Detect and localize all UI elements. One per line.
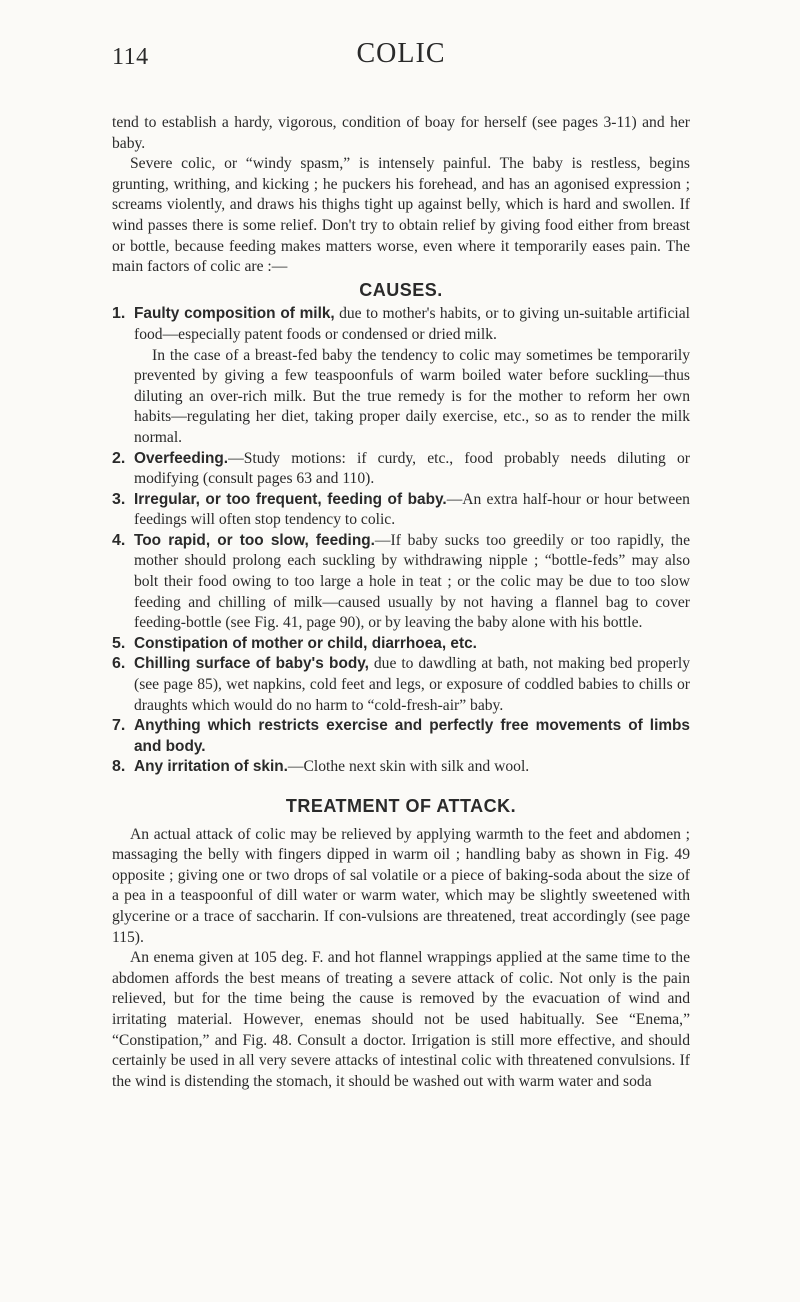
cause-item-1 bbox=[112, 304, 690, 448]
intro-paragraph-1: tend to establish a hardy, vigorous, condition of boay for herself (see pages 3-11) and her baby. bbox=[112, 114, 690, 152]
cause-text: —Clothe next skin with silk and wool. bbox=[287, 758, 530, 776]
page-number: 114 bbox=[112, 44, 149, 70]
cause-lead: Anything which restricts exercise and perfectly free movements of limbs and body. bbox=[134, 717, 690, 755]
cause-text: —Study motions: if curdy, etc., food probably needs diluting or modifying (consult pages 63 and 110). bbox=[134, 449, 690, 488]
cause-number: 2. bbox=[112, 449, 126, 467]
cause-extra: In the case of a breast-fed baby the tendency to colic may sometimes be temporarily prevented by giving a few teaspoonfuls of warm boiled water before suckling—thus diluting an over-rich milk. But the true remedy is for the mother to reform her own habits—regulating her diet, taking proper daily exercise, etc., so as to render the milk normal. bbox=[134, 346, 690, 446]
running-title: COLIC bbox=[356, 38, 446, 69]
treatment-paragraph-2: An enema given at 105 deg. F. and hot flannel wrappings applied at the same time to the abdomen affords the best means of treating a severe attack of colic. Not only is the pain relieved, but for the time being the cause is removed by the evacuation of wind and irritating material. However, enemas should not be used habitually. See “Enema,” “Constipation,” and Fig. 48. Consult a doctor. Irrigation is still more effective, and should certainly be used in all very severe attacks of intestinal colic with threatened convulsions. If the wind is distending the stomach, it should be washed out with warm water and soda bbox=[112, 949, 690, 1090]
cause-item-4 bbox=[112, 531, 690, 634]
cause-lead: Irregular, or too frequent, feeding of baby. bbox=[134, 490, 447, 508]
cause-item-8 bbox=[112, 757, 690, 778]
cause-number: 3. bbox=[112, 490, 126, 508]
causes-heading: CAUSES. bbox=[359, 279, 443, 300]
causes-list bbox=[112, 304, 690, 778]
cause-text: —If baby sucks too greedily or too rapidly, the mother should prolong each suckling by withdrawing nipple ; “bottle-feds” may also bolt their food owing to too large a hole in teat ; or the colic may be due to too slow feeding and chilling of milk—caused usually by not having a flannel bag to cover feeding-bottle (see Fig. 41, page 90), or by leaving the baby alone with his bottle. bbox=[134, 531, 690, 632]
cause-number: 4. bbox=[112, 531, 126, 549]
cause-number: 5. bbox=[112, 634, 126, 652]
cause-item-2 bbox=[112, 449, 690, 490]
cause-lead: Too rapid, or too slow, feeding. bbox=[134, 531, 375, 549]
cause-item-7 bbox=[112, 716, 690, 757]
cause-item-6 bbox=[112, 654, 690, 716]
cause-text: due to dawdling at bath, not making bed properly (see page 85), wet napkins, cold feet and legs, or exposure of coddled babies to chills or draughts which would do no harm to “cold-fresh-air” baby. bbox=[134, 655, 690, 714]
cause-item-5 bbox=[112, 634, 690, 655]
body-text bbox=[112, 113, 690, 1092]
cause-lead: Constipation of mother or child, diarrhoea, etc. bbox=[134, 634, 477, 652]
cause-text: due to mother's habits, or to giving un-suitable artificial food—especially patent foods or condensed or dried milk. bbox=[134, 305, 690, 343]
cause-number: 8. bbox=[112, 758, 126, 776]
intro-paragraph-2: Severe colic, or “windy spasm,” is intensely painful. The baby is restless, begins grunting, writhing, and kicking ; he puckers his forehead, and has an agonised expression ; screams violently, and draws his thighs tight up against belly, which is hard and swollen. If wind passes there is some relief. Don't try to obtain relief by giving food either from breast or bottle, because feeding makes matters worse, even where it temporarily eases pain. The main factors of colic are :— bbox=[112, 155, 690, 276]
cause-lead: Overfeeding. bbox=[134, 449, 229, 467]
treatment-paragraph-1: An actual attack of colic may be relieved by applying warmth to the feet and abdomen ; massaging the belly with fingers dipped in warm oil ; handling baby as shown in Fig. 49 opposite ; giving one or two drops of sal volatile or a piece of baking-soda about the size of a pea in a teaspoonful of dill water or warm water, which may be slightly sweetened with glycerine or a trace of saccharin. If con-vulsions are threatened, treat accordingly (see page 115). bbox=[112, 825, 690, 946]
cause-item-3 bbox=[112, 490, 690, 531]
cause-lead: Faulty composition of milk, bbox=[134, 305, 335, 323]
cause-text: —An extra half-hour or hour between feedings will often stop tendency to colic. bbox=[134, 490, 690, 529]
cause-number: 1. bbox=[112, 305, 126, 323]
cause-number: 7. bbox=[112, 717, 126, 735]
cause-lead: Any irritation of skin. bbox=[134, 758, 288, 776]
running-head bbox=[112, 38, 690, 78]
cause-lead: Chilling surface of baby's body, bbox=[134, 655, 369, 673]
treatment-heading: TREATMENT OF ATTACK. bbox=[285, 796, 517, 816]
cause-number: 6. bbox=[112, 655, 126, 673]
